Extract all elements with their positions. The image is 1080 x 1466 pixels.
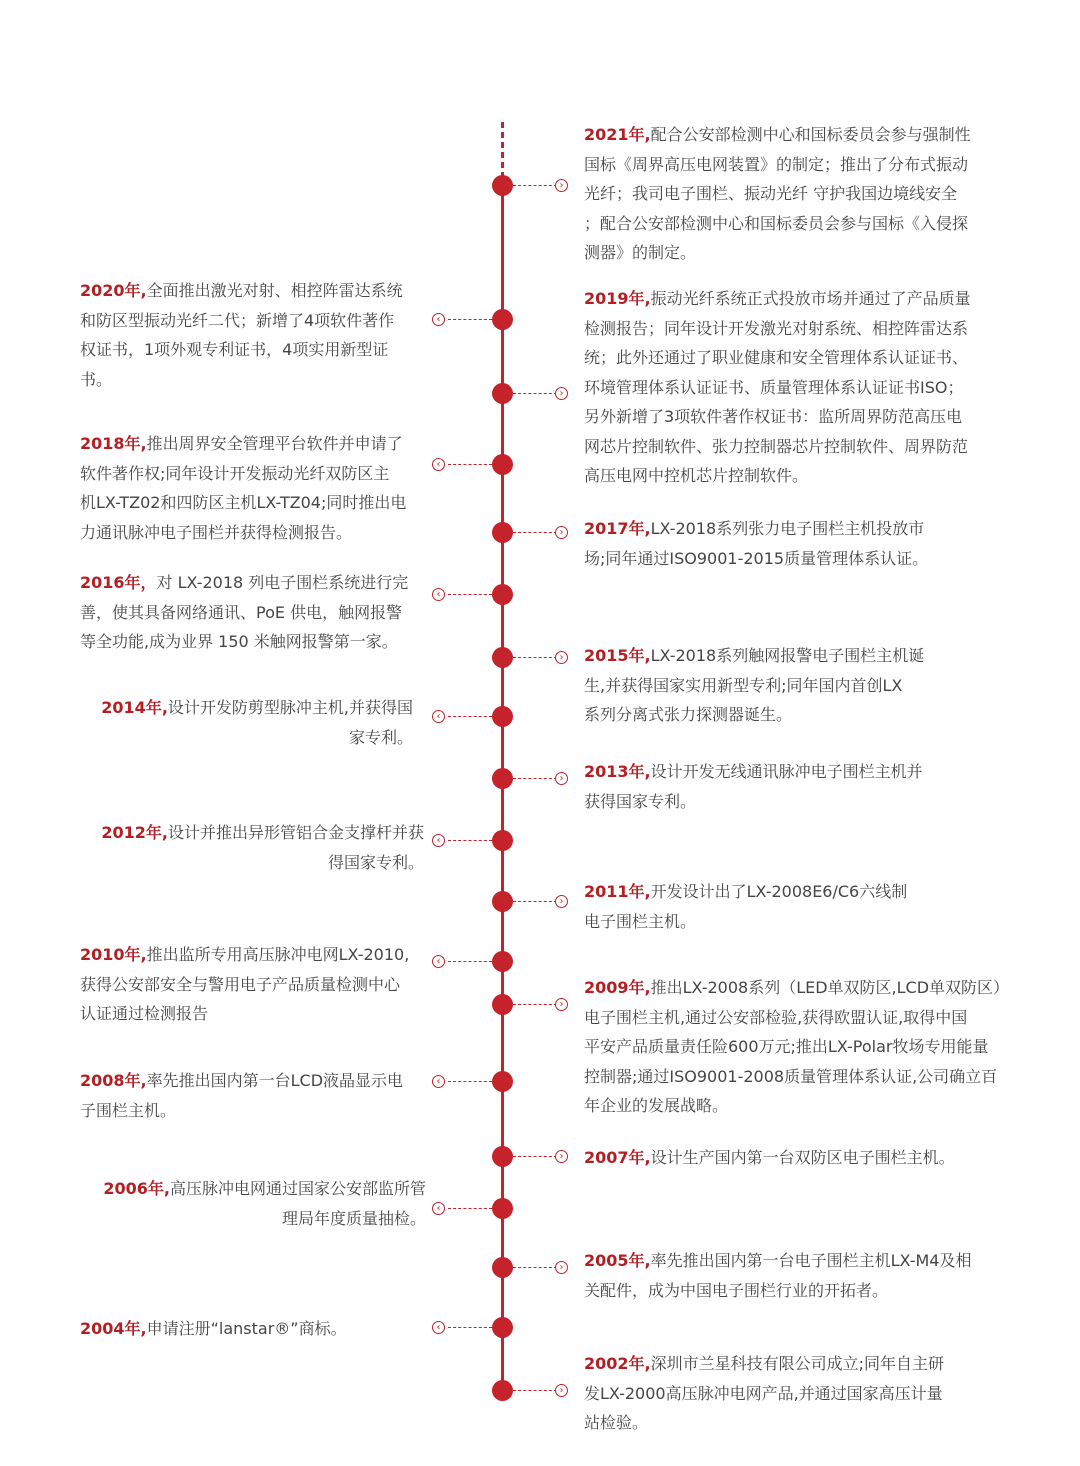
timeline-dot [492,706,513,727]
connector-line [448,464,492,465]
timeline-entry-2008: 2008年,率先推出国内第一台LCD液晶显示电 子围栏主机。 [80,1071,404,1120]
arrow-left-circle-icon: ‹ [432,1075,445,1088]
timeline-entry-2013: 2013年,设计开发无线通讯脉冲电子围栏主机并 获得国家专利。 [584,762,923,811]
connector-line [448,319,492,320]
arrow-left-circle-icon: ‹ [432,458,445,471]
connector-line [448,716,492,717]
timeline-entry-2010: 2010年,推出监所专用高压脉冲电网LX-2010, 获得公安部安全与警用电子产品质量检测中心 认证通过检测报告 [80,945,410,1023]
arrow-right-circle-icon: › [555,1384,568,1397]
arrow-left-circle-icon: ‹ [432,834,445,847]
arrow-left-circle-icon: ‹ [432,588,445,601]
connector-line [448,1081,492,1082]
timeline-dot [492,994,513,1015]
timeline-entry-2020: 2020年,全面推出激光对射、相控阵雷达系统 和防区型振动光纤二代；新增了4项软件著作 权证书，1项外观专利证书，4项实用新型证 书。 [80,281,403,389]
timeline-dot [492,309,513,330]
arrow-right-circle-icon: › [555,1150,568,1163]
connector-line [513,1390,557,1391]
timeline-dot [492,1146,513,1167]
timeline-entry-2007: 2007年,设计生产国内第一台双防区电子围栏主机。 [584,1148,955,1167]
timeline-dot [492,1198,513,1219]
timeline-dot [492,768,513,789]
connector-line [513,1156,557,1157]
connector-line [448,1327,492,1328]
timeline-entry-2016: 2016年，对 LX-2018 列电子围栏系统进行完 善，使其具备网络通讯、PoE 供电，触网报警 等全功能,成为业界 150 米触网报警第一家。 [80,573,409,651]
arrow-left-circle-icon: ‹ [432,1202,445,1215]
timeline-dot [492,891,513,912]
timeline-dot [492,1380,513,1401]
connector-line [513,778,557,779]
timeline-dot [492,830,513,851]
arrow-right-circle-icon: › [555,387,568,400]
timeline-entry-2005: 2005年,率先推出国内第一台电子围栏主机LX-M4及相 关配件，成为中国电子围栏行业的开拓者。 [584,1251,972,1300]
connector-line [448,1208,492,1209]
arrow-right-circle-icon: › [555,772,568,785]
timeline-dot [492,584,513,605]
timeline-entry-2015: 2015年,LX-2018系列触网报警电子围栏主机诞 生,并获得国家实用新型专利;同年国内首创LX 系列分离式张力探测器诞生。 [584,646,925,724]
timeline-dot [492,1071,513,1092]
connector-line [513,1267,557,1268]
timeline-entry-2021: 2021年,配合公安部检测中心和国标委员会参与强制性 国标《周界高压电网装置》的制定；推出了分布式振动 光纤；我司电子围栏、振动光纤 守护我国边境线安全 ；配合公安部检测中心和国标委员会参与国标《入侵探 测器》的制定。 [584,125,971,262]
timeline-dot [492,175,513,196]
timeline-entry-2014: 2014年,设计开发防剪型脉冲主机,并获得国 家专利。 [101,698,413,747]
arrow-right-circle-icon: › [555,651,568,664]
timeline-entry-2006: 2006年,高压脉冲电网通过国家公安部监所管 理局年度质量抽检。 [103,1179,426,1228]
timeline-entry-2012: 2012年,设计并推出异形管铝合金支撑杆并获 得国家专利。 [101,823,424,872]
timeline-entry-2009: 2009年,推出LX-2008系列（LED单双防区,LCD单双防区） 电子围栏主机,通过公安部检验,获得欧盟认证,取得中国 平安产品质量责任险600万元;推出LX-Polar牧场专用能量 控制器;通过ISO9001-2008质量管理体系认证,公司确立百 年企业的发展战略。 [584,978,1010,1115]
connector-line [513,1004,557,1005]
timeline-dot [492,454,513,475]
arrow-left-circle-icon: ‹ [432,313,445,326]
timeline-dot [492,951,513,972]
timeline-dot [492,383,513,404]
arrow-right-circle-icon: › [555,895,568,908]
connector-line [448,594,492,595]
arrow-right-circle-icon: › [555,179,568,192]
timeline-dot [492,647,513,668]
timeline-entry-2002: 2002年,深圳市兰星科技有限公司成立;同年自主研 发LX-2000高压脉冲电网产品,并通过国家高压计量 站检验。 [584,1354,945,1432]
timeline-dot [492,1317,513,1338]
connector-line [513,185,557,186]
arrow-left-circle-icon: ‹ [432,710,445,723]
timeline-dot [492,522,513,543]
timeline-spine-dashed-top [501,122,504,174]
arrow-right-circle-icon: › [555,998,568,1011]
timeline-dot [492,1257,513,1278]
timeline-entry-2018: 2018年,推出周界安全管理平台软件并申请了 软件著作权;同年设计开发振动光纤双防区主 机LX-TZ02和四防区主机LX-TZ04;同时推出电 力通讯脉冲电子围栏并获得检测报告。 [80,434,407,542]
connector-line [513,657,557,658]
arrow-right-circle-icon: › [555,1261,568,1274]
timeline-entry-2019: 2019年,振动光纤系统正式投放市场并通过了产品质量 检测报告；同年设计开发激光对射系统、相控阵雷达系 统；此外还通过了职业健康和安全管理体系认证证书、 环境管理体系认证证书、质量管理体系认证证书ISO； 另外新增了3项软件著作权证书：监所周界防范高压电 网芯片控制软件、张力控制器芯片控制软件、周界防范 高压电网中控机芯片控制软件。 [584,289,971,485]
connector-line [513,532,557,533]
connector-line [448,840,492,841]
arrow-right-circle-icon: › [555,526,568,539]
timeline-entry-2011: 2011年,开发设计出了LX-2008E6/C6六线制 电子围栏主机。 [584,882,908,931]
timeline-entry-2004: 2004年,申请注册“lanstar®”商标。 [80,1319,347,1338]
connector-line [513,393,557,394]
arrow-left-circle-icon: ‹ [432,1321,445,1334]
arrow-left-circle-icon: ‹ [432,955,445,968]
connector-line [513,901,557,902]
connector-line [448,961,492,962]
timeline-entry-2017: 2017年,LX-2018系列张力电子围栏主机投放市 场;同年通过ISO9001-2015质量管理体系认证。 [584,519,929,568]
